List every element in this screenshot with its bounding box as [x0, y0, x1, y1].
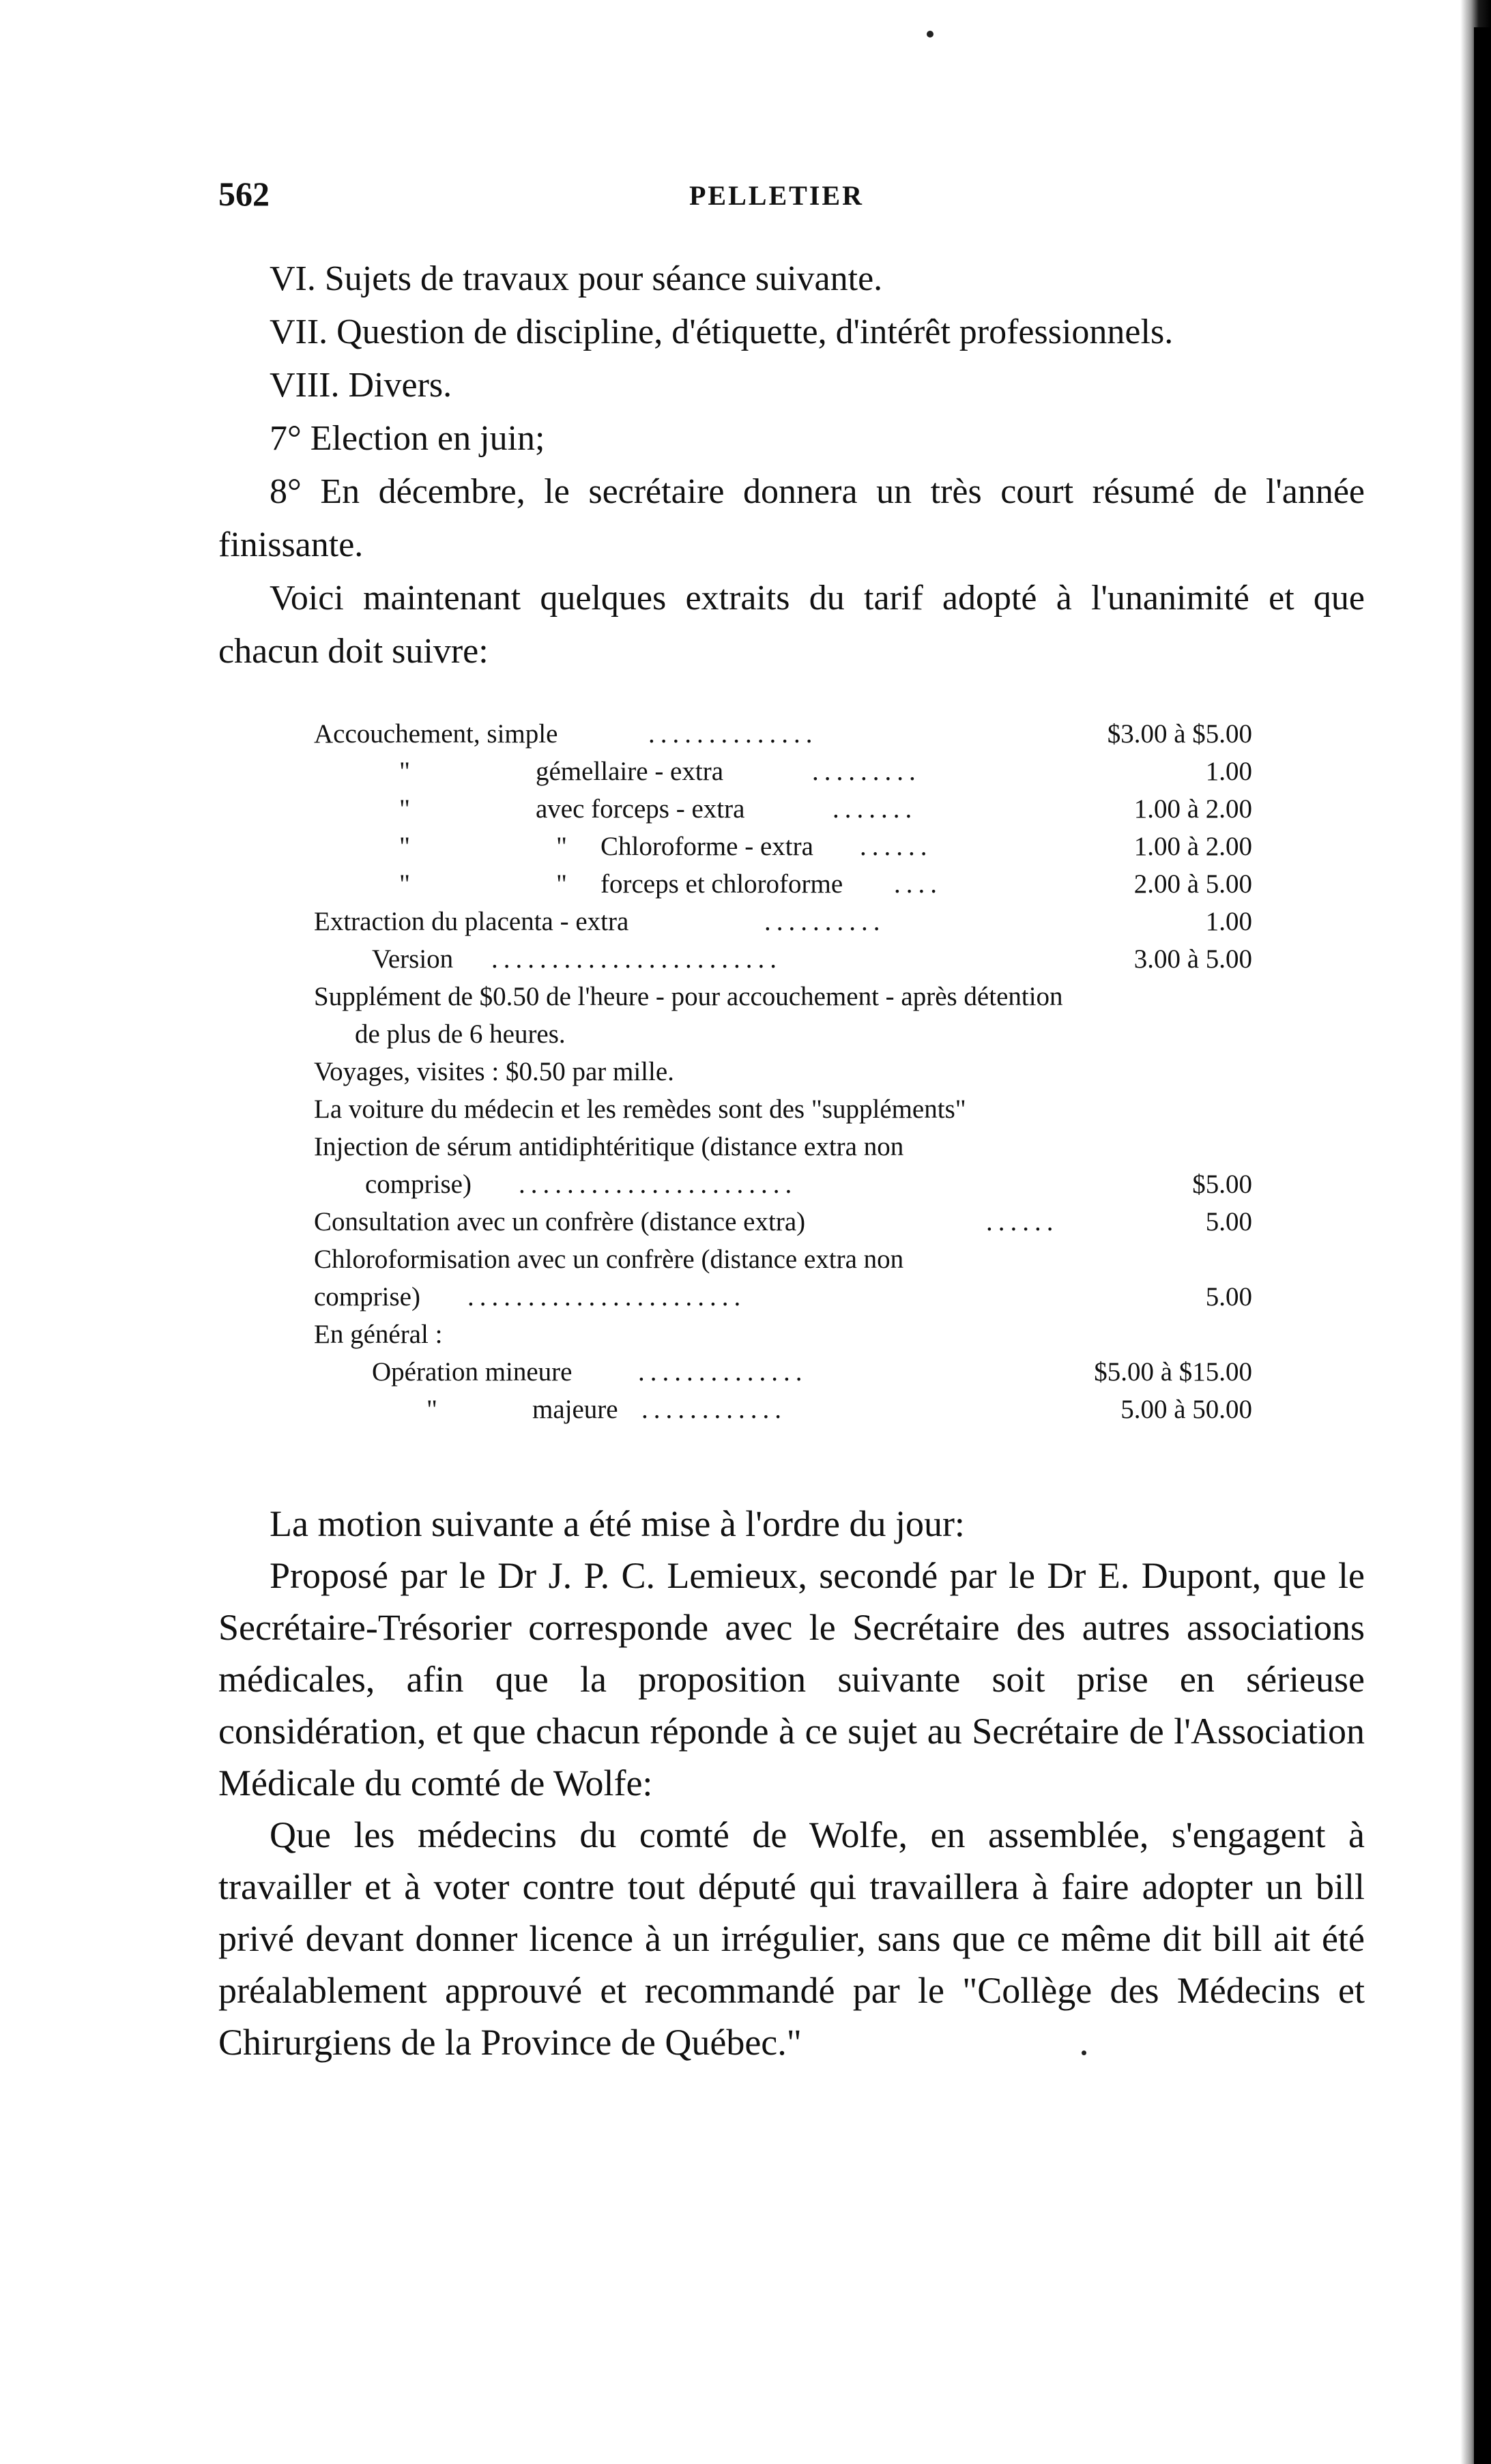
tariff-label: gémellaire - extra	[536, 757, 723, 786]
tariff-table	[314, 715, 1368, 1428]
tariff-price: 1.00	[1205, 757, 1252, 786]
agenda-item-vii: VII. Question de discipline, d'étiquette, d'intérêt professionnels.	[270, 313, 1174, 351]
voiture-line: La voiture du médecin et les remèdes sont des "suppléments"	[314, 1095, 966, 1124]
leader-dots: .......................	[519, 1170, 798, 1199]
tariff-price: 1.00	[1205, 907, 1252, 936]
page-number: 562	[218, 175, 270, 213]
ditto-mark: "	[556, 832, 567, 861]
print-mark	[1082, 2050, 1086, 2055]
tariff-price: $5.00	[1192, 1170, 1252, 1199]
ditto-mark: "	[399, 869, 410, 899]
tariff-row	[314, 1353, 1368, 1391]
tariff-price: 2.00 à 5.00	[1133, 869, 1252, 899]
chloroformisation-line: Chloroformisation avec un confrère (distance extra non	[314, 1245, 904, 1274]
ditto-mark: "	[399, 794, 410, 824]
tariff-price: 5.00	[1205, 1207, 1252, 1236]
leader-dots: .........	[812, 757, 921, 786]
agenda-item-vi: VI. Sujets de travaux pour séance suivante.	[270, 259, 883, 298]
agenda-item-8: 8° En décembre, le secrétaire donnera un très court résumé de l'année finissante.	[218, 472, 1365, 564]
tariff-price: 3.00 à 5.00	[1133, 944, 1252, 974]
page-binding-edge	[1474, 27, 1491, 2464]
ditto-mark: "	[399, 757, 410, 786]
tariff-label: Opération mineure	[372, 1357, 573, 1387]
tariff-label: comprise)	[365, 1170, 472, 1199]
voyages-line: Voyages, visites : $0.50 par mille.	[314, 1057, 674, 1086]
tariff-row	[314, 1391, 1368, 1428]
ditto-mark: "	[556, 869, 567, 899]
tariff-label: comprise)	[314, 1282, 420, 1311]
agenda-item-7: 7° Election en juin;	[270, 419, 545, 458]
motion-resolution: Que les médecins du comté de Wolfe, en assemblée, s'engagent à travailler et à voter contre tout député qui travaillera à faire adopter un bill privé devant donner licence à un irrégulier, sans que ce même dit bill ait été préalablement approuvé et recommandé par le "Collège des Médecins et Chirurgiens de la Province de Québec."	[218, 1814, 1365, 2063]
leader-dots: ........................	[491, 944, 782, 974]
leader-dots: ............	[641, 1395, 787, 1424]
tariff-label: majeure	[532, 1395, 618, 1424]
tariff-price: $3.00 à $5.00	[1107, 719, 1252, 749]
tariff-label: Chloroforme - extra	[600, 832, 813, 861]
tariff-row	[314, 865, 1368, 903]
tariff-row	[314, 828, 1368, 865]
leader-dots: ..............	[638, 1357, 808, 1387]
tariff-label: Extraction du placenta - extra	[314, 907, 629, 936]
leader-dots: .......	[833, 794, 918, 824]
tariff-row	[314, 1165, 1368, 1203]
tariff-price: 1.00 à 2.00	[1133, 832, 1252, 861]
en-general-heading: En général :	[314, 1320, 443, 1349]
tariff-row	[314, 1278, 1368, 1316]
leader-dots: ....	[894, 869, 942, 899]
supplement-line-cont: de plus de 6 heures.	[355, 1019, 566, 1049]
tariff-row	[314, 903, 1368, 940]
tariff-row	[314, 940, 1368, 978]
injection-line: Injection de sérum antidiphtéritique (distance extra non	[314, 1132, 904, 1161]
tariff-intro: Voici maintenant quelques extraits du tarif adopté à l'unanimité et que chacun doit suivre:	[218, 579, 1365, 671]
page-header	[218, 174, 1372, 229]
motion-intro: La motion suivante a été mise à l'ordre du jour:	[270, 1503, 965, 1544]
leader-dots: ......	[986, 1207, 1059, 1236]
agenda-item-viii: VIII. Divers.	[270, 366, 452, 405]
ditto-mark: "	[426, 1395, 437, 1424]
leader-dots: ......	[860, 832, 933, 861]
ditto-mark: "	[399, 832, 410, 861]
tariff-label: forceps et chloroforme	[600, 869, 843, 899]
tariff-price: 5.00	[1205, 1282, 1252, 1311]
tariff-label: Version	[372, 944, 454, 974]
print-mark	[927, 31, 933, 38]
tariff-price: $5.00 à $15.00	[1094, 1357, 1252, 1387]
leader-dots: ..........	[764, 907, 886, 936]
tariff-price: 5.00 à 50.00	[1120, 1395, 1252, 1424]
supplement-line: Supplément de $0.50 de l'heure - pour accouchement - après détention	[314, 982, 1063, 1011]
intro-section	[218, 252, 1365, 678]
tariff-row	[314, 790, 1368, 828]
tariff-row	[314, 715, 1368, 753]
motion-section	[218, 1498, 1365, 2068]
tariff-label: Consultation avec un confrère (distance extra)	[314, 1207, 806, 1236]
running-head: PELLETIER	[689, 180, 864, 211]
tariff-label: Accouchement, simple	[314, 719, 558, 749]
leader-dots: ..............	[648, 719, 818, 749]
tariff-row	[314, 1203, 1368, 1241]
tariff-price: 1.00 à 2.00	[1133, 794, 1252, 824]
motion-proposal: Proposé par le Dr J. P. C. Lemieux, secondé par le Dr E. Dupont, que le Secrétaire-Trésorier corresponde avec le Secrétaire des autres associations médicales, afin que la proposition suivante soit prise en sérieuse considération, et que chacun réponde à ce sujet au Secrétaire de l'Association Médicale du comté de Wolfe:	[218, 1555, 1365, 1803]
leader-dots: .......................	[467, 1282, 747, 1311]
tariff-row	[314, 753, 1368, 790]
tariff-label: avec forceps - extra	[536, 794, 745, 824]
